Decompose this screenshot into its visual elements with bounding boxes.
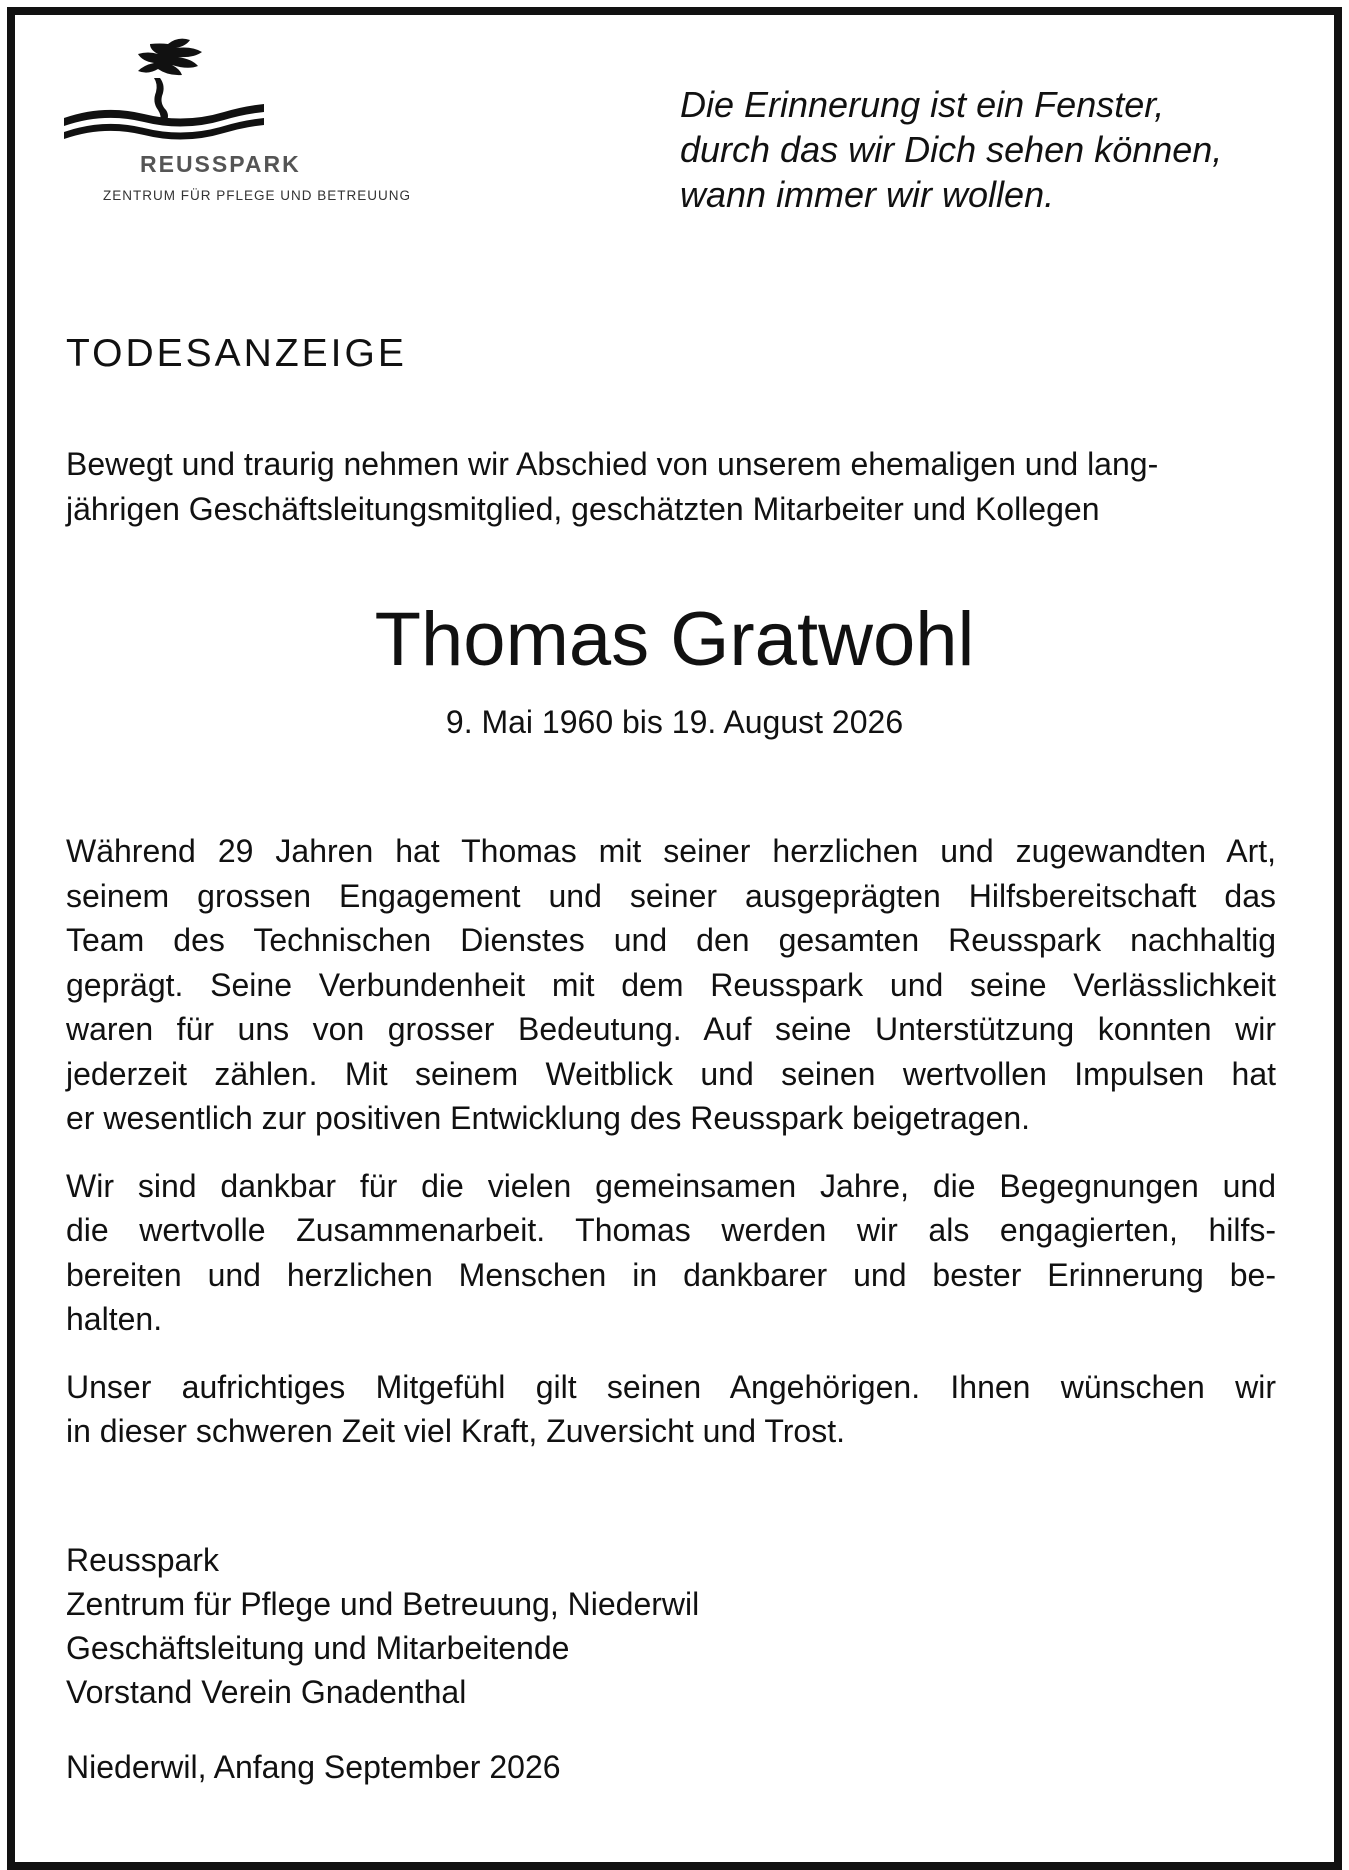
paragraph-line: in dieser schweren Zeit viel Kraft, Zuversicht und Trost. (66, 1413, 845, 1449)
signature-line: Zentrum für Pflege und Betreuung, Niederwil (66, 1586, 700, 1622)
tribute-paragraph (66, 1365, 1276, 1454)
reusspark-logo (60, 30, 460, 220)
paragraph-line: bereiten und herzlichen Menschen in dankbarer und bester Erinnerung be- (66, 1256, 1276, 1293)
motto-quote (680, 82, 1280, 217)
paragraph-line: Unser aufrichtiges Mitgefühl gilt seinen Angehörigen. Ihnen wünschen wir (66, 1368, 1276, 1405)
signature-block (66, 1538, 699, 1714)
motto-line: durch das wir Dich sehen können, (680, 129, 1223, 170)
tribute-paragraph (66, 829, 1276, 1141)
paragraph-line: halten. (66, 1301, 163, 1337)
signature-line: Geschäftsleitung und Mitarbeitende (66, 1630, 570, 1666)
place-date: Niederwil, Anfang September 2026 (66, 1749, 561, 1785)
paragraph-line: Während 29 Jahren hat Thomas mit seiner herzlichen und zugewandten Art, (66, 833, 1276, 869)
signature-line: Reusspark (66, 1542, 219, 1578)
paragraph-line: Wir sind dankbar für die vielen gemeinsamen Jahre, die Begegnungen und (66, 1167, 1276, 1204)
paragraph-line: geprägt. Seine Verbundenheit mit dem Reusspark und seine Verlässlichkeit (66, 966, 1276, 1003)
deceased-name: Thomas Gratwohl (374, 597, 975, 682)
paragraph-line: Team des Technischen Dienstes und den gesamten Reusspark nachhaltig (66, 922, 1276, 958)
signature-line: Vorstand Verein Gnadenthal (66, 1674, 467, 1710)
intro-line: Bewegt und traurig nehmen wir Abschied von unserem ehemaligen und lang- (66, 446, 1159, 482)
paragraph-line: die wertvolle Zusammenarbeit. Thomas werden wir als engagierten, hilfs- (66, 1212, 1276, 1248)
tree-over-water-logo-icon (60, 30, 270, 150)
motto-line: wann immer wir wollen. (680, 174, 1055, 215)
tribute-text (66, 829, 1276, 1477)
logo-name: REUSSPARK (140, 151, 301, 177)
paragraph-line: er wesentlich zur positiven Entwicklung des Reusspark beigetragen. (66, 1100, 1031, 1136)
intro-line: jährigen Geschäftsleitungsmitglied, geschätzten Mitarbeiter und Kollegen (66, 491, 1100, 527)
life-dates: 9. Mai 1960 bis 19. August 2026 (445, 704, 904, 740)
motto-line: Die Erinnerung ist ein Fenster, (680, 84, 1165, 125)
tribute-paragraph (66, 1164, 1276, 1342)
paragraph-line: seinem grossen Engagement und seiner ausgeprägten Hilfsbereitschaft das (66, 877, 1276, 914)
notice-heading: TODESANZEIGE (66, 332, 407, 375)
paragraph-line: waren für uns von grosser Bedeutung. Auf seine Unterstützung konnten wir (66, 1011, 1276, 1047)
paragraph-line: jederzeit zählen. Mit seinem Weitblick und seinen wertvollen Impulsen hat (66, 1055, 1276, 1092)
intro-text (66, 442, 1266, 532)
logo-subtitle: ZENTRUM FÜR PFLEGE UND BETREUUNG (103, 188, 412, 203)
